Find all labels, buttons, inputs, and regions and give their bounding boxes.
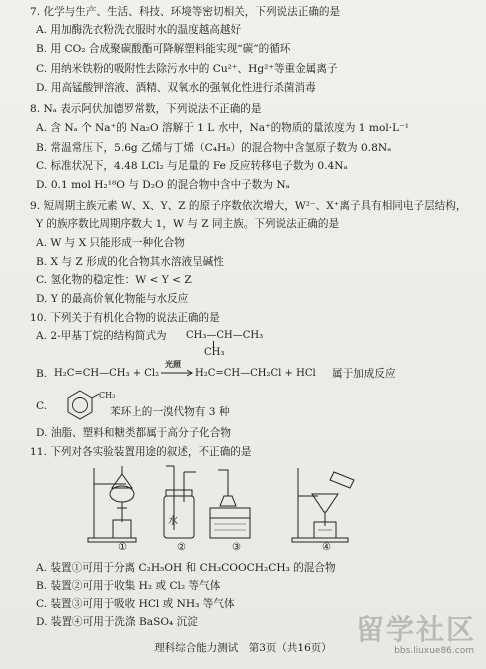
q8-option-c: C. 标准状况下，4.48 LCl₂ 与足量的 Fe 反应转移电子数为 0.4Nₐ xyxy=(36,160,348,172)
q9-stem-line2: Y 的族序数比周期序数大 1，W 与 Z 同主族。下列说法正确的是 xyxy=(36,218,340,230)
q10-option-c-text: 苯环上的一溴代物有 3 种 xyxy=(110,406,230,418)
q10-option-b-products: H₂C=CH—CH₂Cl + HCl xyxy=(195,368,316,379)
q11-option-a: A. 装置①可用于分离 C₂H₅OH 和 CH₃COOCH₂CH₃ 的混合物 xyxy=(36,562,336,574)
q8-option-d: D. 0.1 mol H₂¹⁸O 与 D₂O 的混合物中含中子数为 Nₐ xyxy=(36,179,290,191)
q7-option-c: C. 用纳米铁粉的吸附性去除污水中的 Cu²⁺、Hg²⁺等重金属离子 xyxy=(36,63,338,75)
q10-option-c-substituent: CH₃ xyxy=(99,391,116,400)
page-footer: 理科综合能力测试 第3页（共16页） xyxy=(154,642,332,654)
q10-formula-branch: CH₃ xyxy=(204,347,225,358)
q11-option-d: D. 装置④可用于洗涤 BaSO₄ 沉淀 xyxy=(36,616,198,628)
q8-option-b: B. 常温常压下，5.6g 乙烯与丁烯（C₄H₈）的混合物中含氢原子数为 0.8Nₐ xyxy=(36,142,392,154)
reaction-arrow-icon xyxy=(160,369,194,377)
q7-option-b: B. 用 CO₂ 合成聚碳酸酯可降解塑料能实现“碳”的循环 xyxy=(36,43,291,55)
q10-formula-main-chain: CH₃—CH—CH₃ xyxy=(186,330,264,341)
q10-option-b-condition: 光照 xyxy=(165,359,181,369)
q10-option-b-reactants: H₂C=CH—CH₃ + Cl₂ xyxy=(54,368,160,379)
q7-option-d: D. 用高锰酸钾溶液、酒精、双氧水的强氧化性进行杀菌消毒 xyxy=(36,82,316,94)
watermark-url: bbs.liuxue86.com xyxy=(394,646,474,656)
q10-option-d: D. 油脂、塑料和糖类都属于高分子化合物 xyxy=(36,427,231,439)
q7-stem: 7. 化学与生产、生活、科技、环境等密切相关，下列说法正确的是 xyxy=(30,6,341,18)
q10-option-c-label: C. xyxy=(36,400,48,412)
q11-apparatus-label-4: ④ xyxy=(322,542,331,553)
q9-stem-line1: 9. 短周期主族元素 W、X、Y、Z 的原子序数依次增大，W²⁻、X⁺离子具有相同电子层结构， xyxy=(30,200,467,212)
watermark xyxy=(326,608,476,658)
watermark-title: 留学社区 xyxy=(355,613,476,646)
q11-stem: 11. 下列对各实验装置用途的叙述，不正确的是 xyxy=(30,446,252,458)
q9-option-b: B. X 与 Z 形成的化合物其水溶液呈碱性 xyxy=(36,256,224,268)
q7-option-a: A. 用加酶洗衣粉洗衣服时水的温度越高越好 xyxy=(36,24,242,36)
q11-apparatus-label-1: ① xyxy=(118,542,127,553)
q10-option-b-tail: 属于加成反应 xyxy=(332,368,396,380)
q9-option-c: C. 氢化物的稳定性：W < Y < Z xyxy=(36,274,192,286)
q11-apparatus-label-2: ② xyxy=(177,542,186,553)
q11-option-c: C. 装置③可用于吸收 HCl 或 NH₃ 等气体 xyxy=(36,598,235,610)
q11-water-label: 水 xyxy=(168,516,178,527)
q11-apparatus-label-3: ③ xyxy=(232,542,241,553)
q9-option-a: A. W 与 X 只能形成一种化合物 xyxy=(36,237,185,249)
q10-stem: 10. 下列关于有机化合物的说法正确的是 xyxy=(30,312,220,324)
q10-option-b-label: B. xyxy=(36,368,48,380)
q11-option-b: B. 装置②可用于收集 H₂ 或 Cl₂ 等气体 xyxy=(36,580,221,592)
q8-stem: 8. Nₐ 表示阿伏加德罗常数，下列说法不正确的是 xyxy=(30,103,262,115)
q10-option-a: A. 2-甲基丁烷的结构简式为 xyxy=(36,330,167,342)
q9-option-d: D. Y 的最高价氧化物能与水反应 xyxy=(36,293,189,305)
q8-option-a: A. 含 Nₐ 个 Na⁺的 Na₂O 溶解于 1 L 水中，Na⁺的物质的量浓度为 1 mol·L⁻¹ xyxy=(36,122,409,134)
